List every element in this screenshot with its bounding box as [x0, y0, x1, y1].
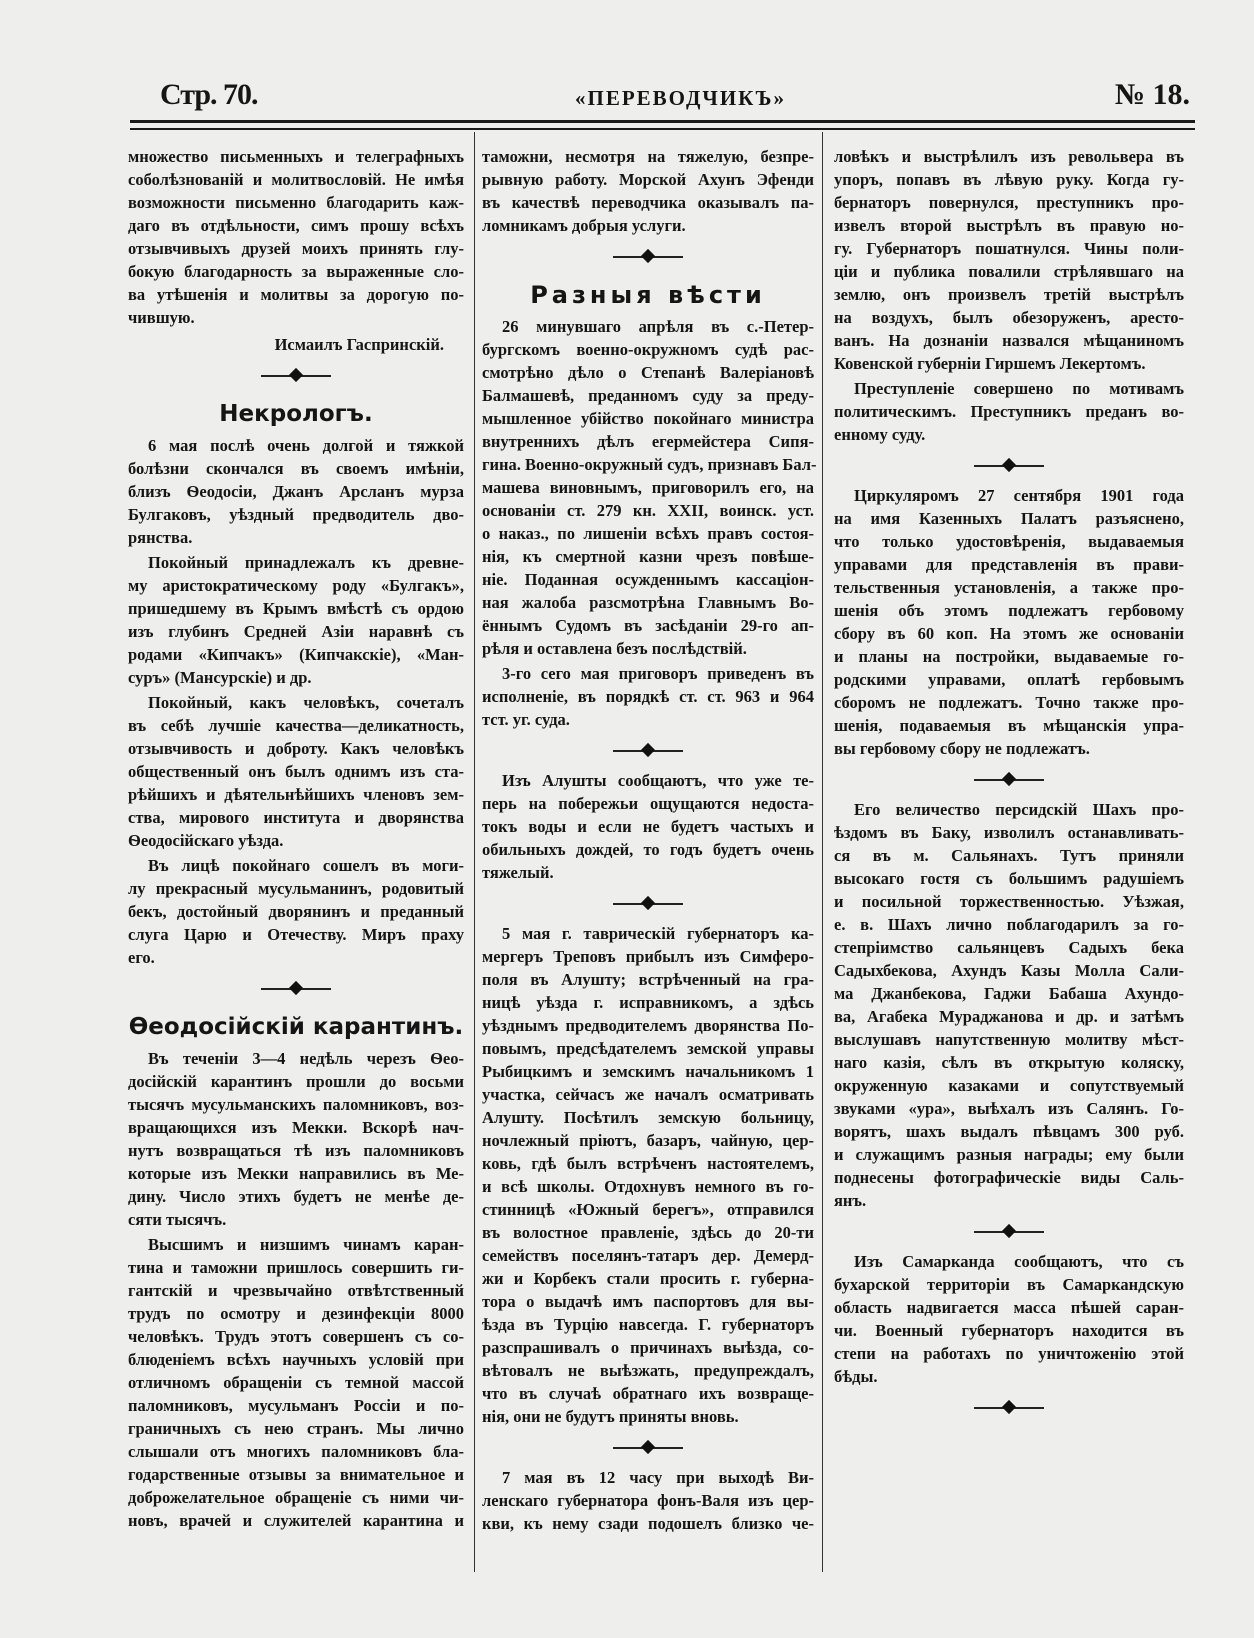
- text-line: общественный онъ былъ однимъ изъ ста-: [128, 762, 464, 781]
- text-line: поднесены фотографическіе виды Саль-: [834, 1168, 1184, 1187]
- text-line: въ волостное правленіе, здѣсь до 20-ти: [482, 1223, 814, 1242]
- text-line: блюденіемъ всѣхъ научныхъ условій при: [128, 1350, 464, 1369]
- text-line: и всѣ школы. Отдохнувъ немного въ го-: [482, 1177, 814, 1196]
- text-line: бургскомъ военно-окружномъ судѣ рас-: [482, 340, 814, 359]
- text-line: смотрѣно дѣло о Степанѣ Валеріановѣ: [482, 363, 814, 382]
- text-line: досійскій карантинъ прошли до восьми: [128, 1072, 464, 1091]
- text-line: Циркуляромъ 27 сентября 1901 года: [854, 486, 1184, 505]
- text-line: упоръ, попавъ въ лѣвую руку. Когда гу-: [834, 170, 1184, 189]
- text-line: е. в. Шахъ лично поблагодарилъ за го-: [834, 915, 1184, 934]
- text-line: мышленное убійство покойнаго министра: [482, 409, 814, 428]
- text-line: сборомъ не подлежатъ. Точно также про-: [834, 693, 1184, 712]
- text-line: пришедшему въ Крымъ вмѣстѣ съ ордою: [128, 599, 464, 618]
- article-paragraph: [482, 769, 814, 884]
- text-line: исполненіе, въ порядкѣ ст. ст. 963 и 964: [482, 687, 814, 706]
- text-line: шенія объ этомъ подлежатъ гербовому: [834, 601, 1184, 620]
- text-line: тора о выдачѣ имъ паспортовъ для вы-: [482, 1292, 814, 1311]
- text-line: перь на побережьи ощущаются недоста-: [482, 794, 814, 813]
- text-line: стинницѣ «Южный берегъ», отправился: [482, 1200, 814, 1219]
- text-line: ѣзда въ Турцію навсегда. Г. губернаторъ: [482, 1315, 814, 1334]
- header-rule: [130, 128, 1195, 130]
- article-paragraph: [128, 1233, 464, 1532]
- article-paragraph: [482, 315, 817, 660]
- text-line: 6 мая послѣ очень долгой и тяжкой: [148, 436, 464, 455]
- text-line: лу прекрасный мусульманинъ, родовитый: [128, 879, 464, 898]
- ornament-divider: [482, 1430, 814, 1466]
- text-line: тысячъ мусульманскихъ паломниковъ, воз-: [128, 1095, 464, 1114]
- text-line: поля въ Алушту; встрѣченный на гра-: [482, 970, 814, 989]
- text-line: основаніи ст. 279 кн. XXII, воинск. уст.: [482, 501, 814, 520]
- column-3: [834, 145, 1184, 1426]
- text-line: трудъ по осмотру и дезинфекціи 8000: [128, 1304, 464, 1323]
- text-line: тина и таможни пришлось совершить ги-: [128, 1258, 464, 1277]
- text-line: тяжелый.: [482, 863, 554, 882]
- text-line: уѣзднымъ предводителемъ дворянства По-: [482, 1016, 814, 1035]
- text-line: слышали отъ многихъ паломниковъ бла-: [128, 1442, 464, 1461]
- text-line: соболѣзнованій и молитвословій. Не имѣя: [128, 170, 464, 189]
- ornament-divider: [482, 886, 814, 922]
- article-paragraph: [482, 922, 814, 1428]
- text-line: ночлежный пріютъ, базаръ, чайную, цер-: [482, 1131, 814, 1150]
- text-line: ковь, гдѣ былъ встрѣченъ настоятелемъ,: [482, 1154, 814, 1173]
- text-line: отличномъ обращеніи съ темной массой: [128, 1373, 464, 1392]
- text-line: Садыхбекова, Ахундъ Казы Молла Сали-: [834, 961, 1184, 980]
- text-line: ства, мирового института и дворянства: [128, 808, 464, 827]
- text-line: вѣтовалъ не выѣзжать, предупреждалъ,: [482, 1361, 814, 1380]
- text-line: ённымъ Судомъ въ засѣданіи 29-го ап-: [482, 616, 814, 635]
- text-line: мергеръ Треповъ прибылъ изъ Симферо-: [482, 947, 814, 966]
- text-line: слуга Царю и Отечеству. Миръ праху: [128, 925, 464, 944]
- text-line: степріимство сальянцевъ Садыхъ бека: [834, 938, 1184, 957]
- text-line: ворятъ, шахъ выдалъ пѣвцамъ 300 руб.: [834, 1122, 1184, 1141]
- column-divider: [822, 132, 823, 1572]
- text-line: изъ глубинъ Средней Азіи наравнѣ съ: [128, 622, 464, 641]
- article-paragraph: [128, 854, 464, 969]
- text-line: множество письменныхъ и телеграфныхъ: [128, 147, 464, 166]
- text-line: бекъ, достойный дворянинъ и преданный: [128, 902, 464, 921]
- text-line: Некрологъ.: [219, 401, 373, 427]
- ornament-divider: [834, 448, 1184, 484]
- text-line: кви, къ нему сзади подошелъ близко че-: [482, 1514, 814, 1533]
- text-line: повымъ, предсѣдателемъ земской управы: [482, 1039, 814, 1058]
- ornament-divider: [128, 358, 464, 394]
- ornament-divider: [482, 239, 814, 275]
- text-line: бухарской территоріи въ Самаркандскую: [834, 1275, 1184, 1294]
- text-line: и служащимъ разныя награды; ему были: [834, 1145, 1184, 1164]
- page-number: Стр. 70.: [160, 78, 258, 111]
- text-line: бѣды.: [834, 1367, 878, 1386]
- text-line: машева виновнымъ, приговорилъ его, на: [482, 478, 814, 497]
- text-line: суръ» (Мансурскіе) и др.: [128, 668, 312, 687]
- article-paragraph: [834, 484, 1184, 760]
- text-line: Ковенской губерніи Гиршемъ Лекертомъ.: [834, 354, 1146, 373]
- text-line: енному суду.: [834, 425, 926, 444]
- text-line: му аристократическому роду «Булгакъ»,: [128, 576, 464, 595]
- text-line: тельственныя установленія, а также про-: [834, 578, 1184, 597]
- text-line: и планы на постройки, выдаваемые го-: [834, 647, 1184, 666]
- text-line: Алушту. Посѣтилъ земскую больницу,: [482, 1108, 814, 1127]
- ornament-divider: [834, 762, 1184, 798]
- article-paragraph: [834, 1250, 1184, 1388]
- text-line: и посильной торжественностью. Уѣзжая,: [834, 892, 1184, 911]
- text-line: рывную работу. Морской Ахунъ Эфенди: [482, 170, 814, 189]
- text-line: гу. Губернаторъ пошатнулся. Чины поли-: [834, 239, 1184, 258]
- header-rule: [130, 120, 1195, 123]
- text-line: о наказ., по лишеніи всѣхъ правъ состоя-: [482, 524, 814, 543]
- text-line: янъ.: [834, 1191, 867, 1210]
- text-line: нутъ возвращаться тѣ изъ паломниковъ: [128, 1141, 464, 1160]
- text-line: бокую благодарность за выраженные сло-: [128, 262, 464, 281]
- text-line: жи и Корбекъ стали просить г. губерна-: [482, 1269, 814, 1288]
- text-line: что въ случаѣ обратнаго ихъ возвраще-: [482, 1384, 814, 1403]
- text-line: чившую.: [128, 308, 195, 327]
- text-line: на имя Казенныхъ Палатъ разъяснено,: [834, 509, 1184, 528]
- article-paragraph: [128, 434, 464, 549]
- ornament-divider: [128, 971, 464, 1007]
- text-line: Разныя вѣсти: [530, 281, 766, 309]
- text-line: ная жалоба разсмотрѣна Главнымъ Во-: [482, 593, 814, 612]
- article-paragraph: [128, 1047, 464, 1231]
- text-line: ма Джанбекова, Гаджи Бабаша Ахундо-: [834, 984, 1184, 1003]
- text-line: болѣзни скончался въ своемъ имѣніи,: [128, 459, 464, 478]
- text-line: 7 мая въ 12 часу при выходѣ Ви-: [502, 1468, 814, 1487]
- text-line: Покойный принадлежалъ къ древне-: [148, 553, 464, 572]
- article-paragraph: [482, 1466, 814, 1535]
- text-line: новъ, врачей и служителей карантина и: [128, 1511, 464, 1530]
- ornament-divider: [834, 1390, 1184, 1426]
- article-paragraph: [482, 145, 814, 237]
- text-line: таможни, несмотря на тяжелую, безпре-: [482, 147, 814, 166]
- text-line: даго въ отдѣльности, симъ прошу всѣхъ: [128, 216, 464, 235]
- column-2: [482, 145, 817, 1537]
- text-line: гантскій и чрезвычайно отвѣтственный: [128, 1281, 464, 1300]
- section-heading: [482, 277, 814, 313]
- text-line: ловѣкъ и выстрѣлилъ изъ револьвера въ: [834, 147, 1184, 166]
- text-line: звуками «ура», выѣхалъ изъ Салянъ. Го-: [834, 1099, 1184, 1118]
- text-line: ва утѣшенія и молитвы за дорогую по-: [128, 285, 464, 304]
- text-line: Ѳеодосійскій карантинъ.: [128, 1014, 464, 1040]
- issue-number: № 18.: [1114, 78, 1190, 111]
- text-line: родами «Кипчакъ» (Кипчакскіе), «Ман-: [128, 645, 464, 664]
- text-line: участка, сейчасъ же началъ осматривать: [482, 1085, 814, 1104]
- text-line: ся въ м. Сальянахъ. Тутъ приняли: [834, 846, 1184, 865]
- text-line: родскими управами, оплатѣ гербовымъ: [834, 670, 1184, 689]
- text-line: близъ Ѳеодосіи, Джанъ Арсланъ мурза: [128, 482, 464, 501]
- text-line: въ себѣ лучшіе качества—деликатность,: [128, 716, 464, 735]
- text-line: высокаго гостя съ большимъ радушіемъ: [834, 869, 1184, 888]
- page-header: [130, 78, 1190, 118]
- text-line: отзывчивость и доброту. Какъ человѣкъ: [128, 739, 464, 758]
- article-paragraph: [834, 798, 1184, 1212]
- text-line: Его величество персидскій Шахъ про-: [854, 800, 1184, 819]
- text-line: степи на работахъ по уничтоженію этой: [834, 1344, 1184, 1363]
- text-line: возможности письменно благодарить каж-: [128, 193, 464, 212]
- column-divider: [474, 132, 475, 1572]
- ornament-divider: [834, 1214, 1184, 1250]
- text-line: доброжелательное обращеніе съ ними чи-: [128, 1488, 464, 1507]
- text-line: человѣкъ. Трудъ этотъ совершенъ съ со-: [128, 1327, 464, 1346]
- signature: [128, 333, 464, 356]
- article-paragraph: [128, 145, 464, 329]
- text-line: Рыбицкимъ и земскимъ начальникомъ 1: [482, 1062, 814, 1081]
- text-line: Въ лицѣ покойнаго сошелъ въ моги-: [148, 856, 464, 875]
- text-line: Исмаилъ Гаспринскій.: [274, 335, 444, 354]
- text-line: Ѳеодосійскаго уѣзда.: [128, 831, 284, 850]
- text-line: Балмашевѣ, преданномъ суду за преду-: [482, 386, 814, 405]
- text-line: Преступленіе совершено по мотивамъ: [854, 379, 1184, 398]
- text-line: управами для представленія въ прави-: [834, 555, 1184, 574]
- text-line: Изъ Самарканда сообщаютъ, что съ: [854, 1252, 1184, 1271]
- section-heading: [128, 396, 464, 432]
- text-line: ленскаго губернатора фонъ-Валя изъ цер-: [482, 1491, 814, 1510]
- text-line: чи. Военный губернаторъ находится въ: [834, 1321, 1184, 1340]
- text-line: шенія, подаваемыя въ мѣщанскія упра-: [834, 716, 1184, 735]
- text-line: выслушавъ напутственную молитву мѣст-: [834, 1030, 1184, 1049]
- text-line: граничныхъ съ нею странъ. Мы лично: [128, 1419, 464, 1438]
- text-line: внутреннихъ дѣлъ егермейстера Сипя-: [482, 432, 814, 451]
- text-line: ѣздомъ въ Баку, изволилъ останавливать-: [834, 823, 1184, 842]
- article-paragraph: [834, 145, 1184, 375]
- text-line: разспрашивалъ о причинахъ выѣзда, со-: [482, 1338, 814, 1357]
- text-line: нія, къ смертной казни чрезъ повѣше-: [482, 547, 814, 566]
- text-line: паломниковъ, мусульманъ Россіи и по-: [128, 1396, 464, 1415]
- text-line: ціи и публика повалили стрѣлявшаго на: [834, 262, 1184, 281]
- text-line: Изъ Алушты сообщаютъ, что уже те-: [502, 771, 814, 790]
- text-line: наго казія, сѣлъ въ открытую коляску,: [834, 1053, 1184, 1072]
- text-line: на воздухъ, былъ обезоруженъ, аресто-: [834, 308, 1184, 327]
- ornament-divider: [482, 733, 814, 769]
- text-line: 3-го сего мая приговоръ приведенъ въ: [502, 664, 814, 683]
- text-line: его.: [128, 948, 155, 967]
- newspaper-title: «ПЕРЕВОДЧИКЪ»: [575, 86, 786, 110]
- text-line: рѣля и оставлена безъ послѣдствій.: [482, 639, 747, 658]
- text-line: Высшимъ и низшимъ чинамъ каран-: [148, 1235, 464, 1254]
- column-1: [128, 145, 464, 1534]
- text-line: сбору въ 60 коп. На этомъ же основаніи: [834, 624, 1184, 643]
- text-line: нія, они не будутъ приняты вновь.: [482, 1407, 739, 1426]
- text-line: 26 минувшаго апрѣля въ с.-Петер-: [502, 317, 814, 336]
- text-line: ницѣ уѣзда г. исправникомъ, а здѣсь: [482, 993, 814, 1012]
- article-paragraph: [128, 691, 464, 852]
- text-line: Въ теченіи 3—4 недѣль черезъ Ѳео-: [148, 1049, 464, 1068]
- text-line: 5 мая г. таврическій губернаторъ ка-: [502, 924, 814, 943]
- text-line: рѣйшихъ и дѣятельнѣйшихъ членовъ зем-: [128, 785, 464, 804]
- text-line: обильныхъ дождей, то годъ будетъ очень: [482, 840, 814, 859]
- article-paragraph: [482, 662, 814, 731]
- text-line: токъ воды и если не будетъ частыхъ и: [482, 817, 814, 836]
- text-line: тст. уг. суда.: [482, 710, 570, 729]
- text-line: землю, онъ произвелъ третій выстрѣлъ: [834, 285, 1184, 304]
- text-line: политическимъ. Преступникъ преданъ во-: [834, 402, 1184, 421]
- article-paragraph: [834, 377, 1184, 446]
- text-line: вращающихся изъ Мекки. Вскорѣ нач-: [128, 1118, 464, 1137]
- text-line: Булгаковъ, уѣздный предводитель дво-: [128, 505, 464, 524]
- text-line: ва, Агабека Мураджанова и др. и затѣмъ: [834, 1007, 1184, 1026]
- text-line: ломникамъ добрыя услуги.: [482, 216, 686, 235]
- text-line: отзывчивыхъ друзей моихъ принять глу-: [128, 239, 464, 258]
- text-line: рянства.: [128, 528, 193, 547]
- text-line: годарственные отзывы за внимательное и: [128, 1465, 464, 1484]
- text-line: въ качествѣ переводчика оказывалъ па-: [482, 193, 814, 212]
- text-line: гина. Военно-окружный судъ, признавъ Бал-: [482, 455, 817, 474]
- text-line: бернаторъ повернулся, преступникъ про-: [834, 193, 1184, 212]
- text-line: ніе. Поданная осужденнымъ кассаціон-: [482, 570, 814, 589]
- article-paragraph: [128, 551, 464, 689]
- text-line: извелъ второй выстрѣлъ въ правую но-: [834, 216, 1184, 235]
- text-line: вы гербовому сбору не подлежатъ.: [834, 739, 1090, 758]
- text-line: ванъ. На дознаніи назвался мѣщаниномъ: [834, 331, 1184, 350]
- text-line: семействъ поселянъ-татаръ дер. Демерд-: [482, 1246, 814, 1265]
- text-line: область надвигается масса пѣшей саран-: [834, 1298, 1184, 1317]
- text-line: окруженную казаками и сопутствуемый: [834, 1076, 1184, 1095]
- text-line: которые изъ Мекки направились въ Ме-: [128, 1164, 464, 1183]
- section-heading: [128, 1009, 464, 1045]
- text-line: дину. Число этихъ будетъ не менѣе де-: [128, 1187, 464, 1206]
- text-line: что только удостовѣренія, выдаваемыя: [834, 532, 1184, 551]
- text-line: сяти тысячъ.: [128, 1210, 227, 1229]
- text-line: Покойный, какъ человѣкъ, сочеталъ: [148, 693, 464, 712]
